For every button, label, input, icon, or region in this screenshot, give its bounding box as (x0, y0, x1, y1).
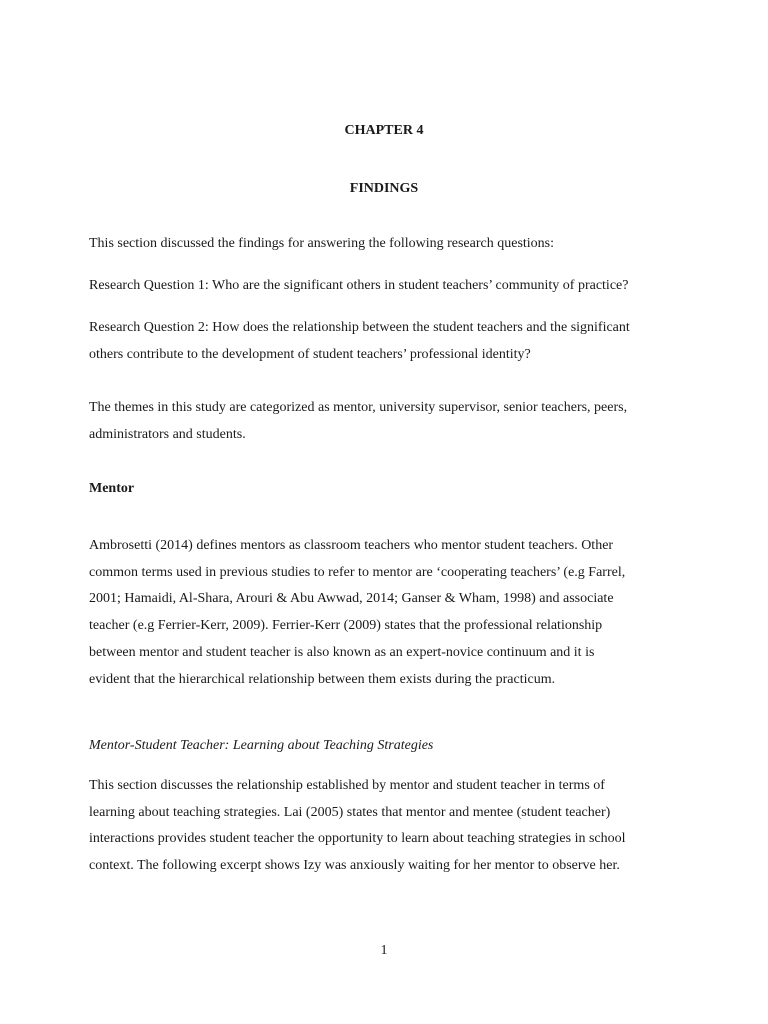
page-number: 1 (380, 943, 388, 958)
mentor-line: teacher (e.g Ferrier-Kerr, 2009). Ferrier-Kerr (2009) states that the professional relationship (89, 618, 603, 634)
mentor-heading: Mentor (89, 481, 135, 496)
strategies-line: interactions provides student teacher the opportunity to learn about teaching strategies in school (89, 831, 626, 847)
themes-paragraph (89, 395, 689, 448)
intro-paragraph (89, 231, 689, 258)
rq2-line: Research Question 2: How does the relationship between the student teachers and the significant (89, 320, 630, 335)
mentor-line: between mentor and student teacher is also known as an expert-novice continuum and it is (89, 644, 595, 660)
strategies-paragraph (89, 773, 689, 880)
strategies-line: learning about teaching strategies. Lai (2005) states that mentor and mentee (student teacher) (89, 804, 611, 820)
intro-line: This section discussed the findings for answering the following research questions: (89, 236, 555, 251)
rq1-line: Research Question 1: Who are the significant others in student teachers’ community of practice? (89, 278, 629, 293)
mentor-line: 2001; Hamaidi, Al-Shara, Arouri & Abu Awwad, 2014; Ganser & Wham, 1998) and associate (89, 591, 614, 607)
strategies-line: This section discusses the relationship established by mentor and student teacher in terms of (89, 778, 605, 793)
mentor-line: evident that the hierarchical relationship between them exists during the practicum. (89, 671, 556, 687)
strategies-heading: Mentor-Student Teacher: Learning about Teaching Strategies (89, 738, 434, 753)
strategies-line: context. The following excerpt shows Izy was anxiously waiting for her mentor to observe her. (89, 858, 620, 874)
themes-line: administrators and students. (89, 426, 246, 442)
mentor-line: Ambrosetti (2014) defines mentors as classroom teachers who mentor student teachers. Other (89, 538, 614, 553)
mentor-line: common terms used in previous studies to refer to mentor are ‘cooperating teachers’ (e.g Farrel, (89, 564, 626, 580)
rq2-line: others contribute to the development of student teachers’ professional identity? (89, 346, 531, 362)
research-question-2 (89, 315, 689, 368)
mentor-paragraph (89, 533, 689, 693)
chapter-title: FINDINGS (349, 181, 419, 196)
themes-line: The themes in this study are categorized as mentor, university supervisor, senior teachers, peers, (89, 400, 628, 415)
chapter-label: CHAPTER 4 (344, 123, 424, 138)
research-question-1 (89, 273, 689, 300)
